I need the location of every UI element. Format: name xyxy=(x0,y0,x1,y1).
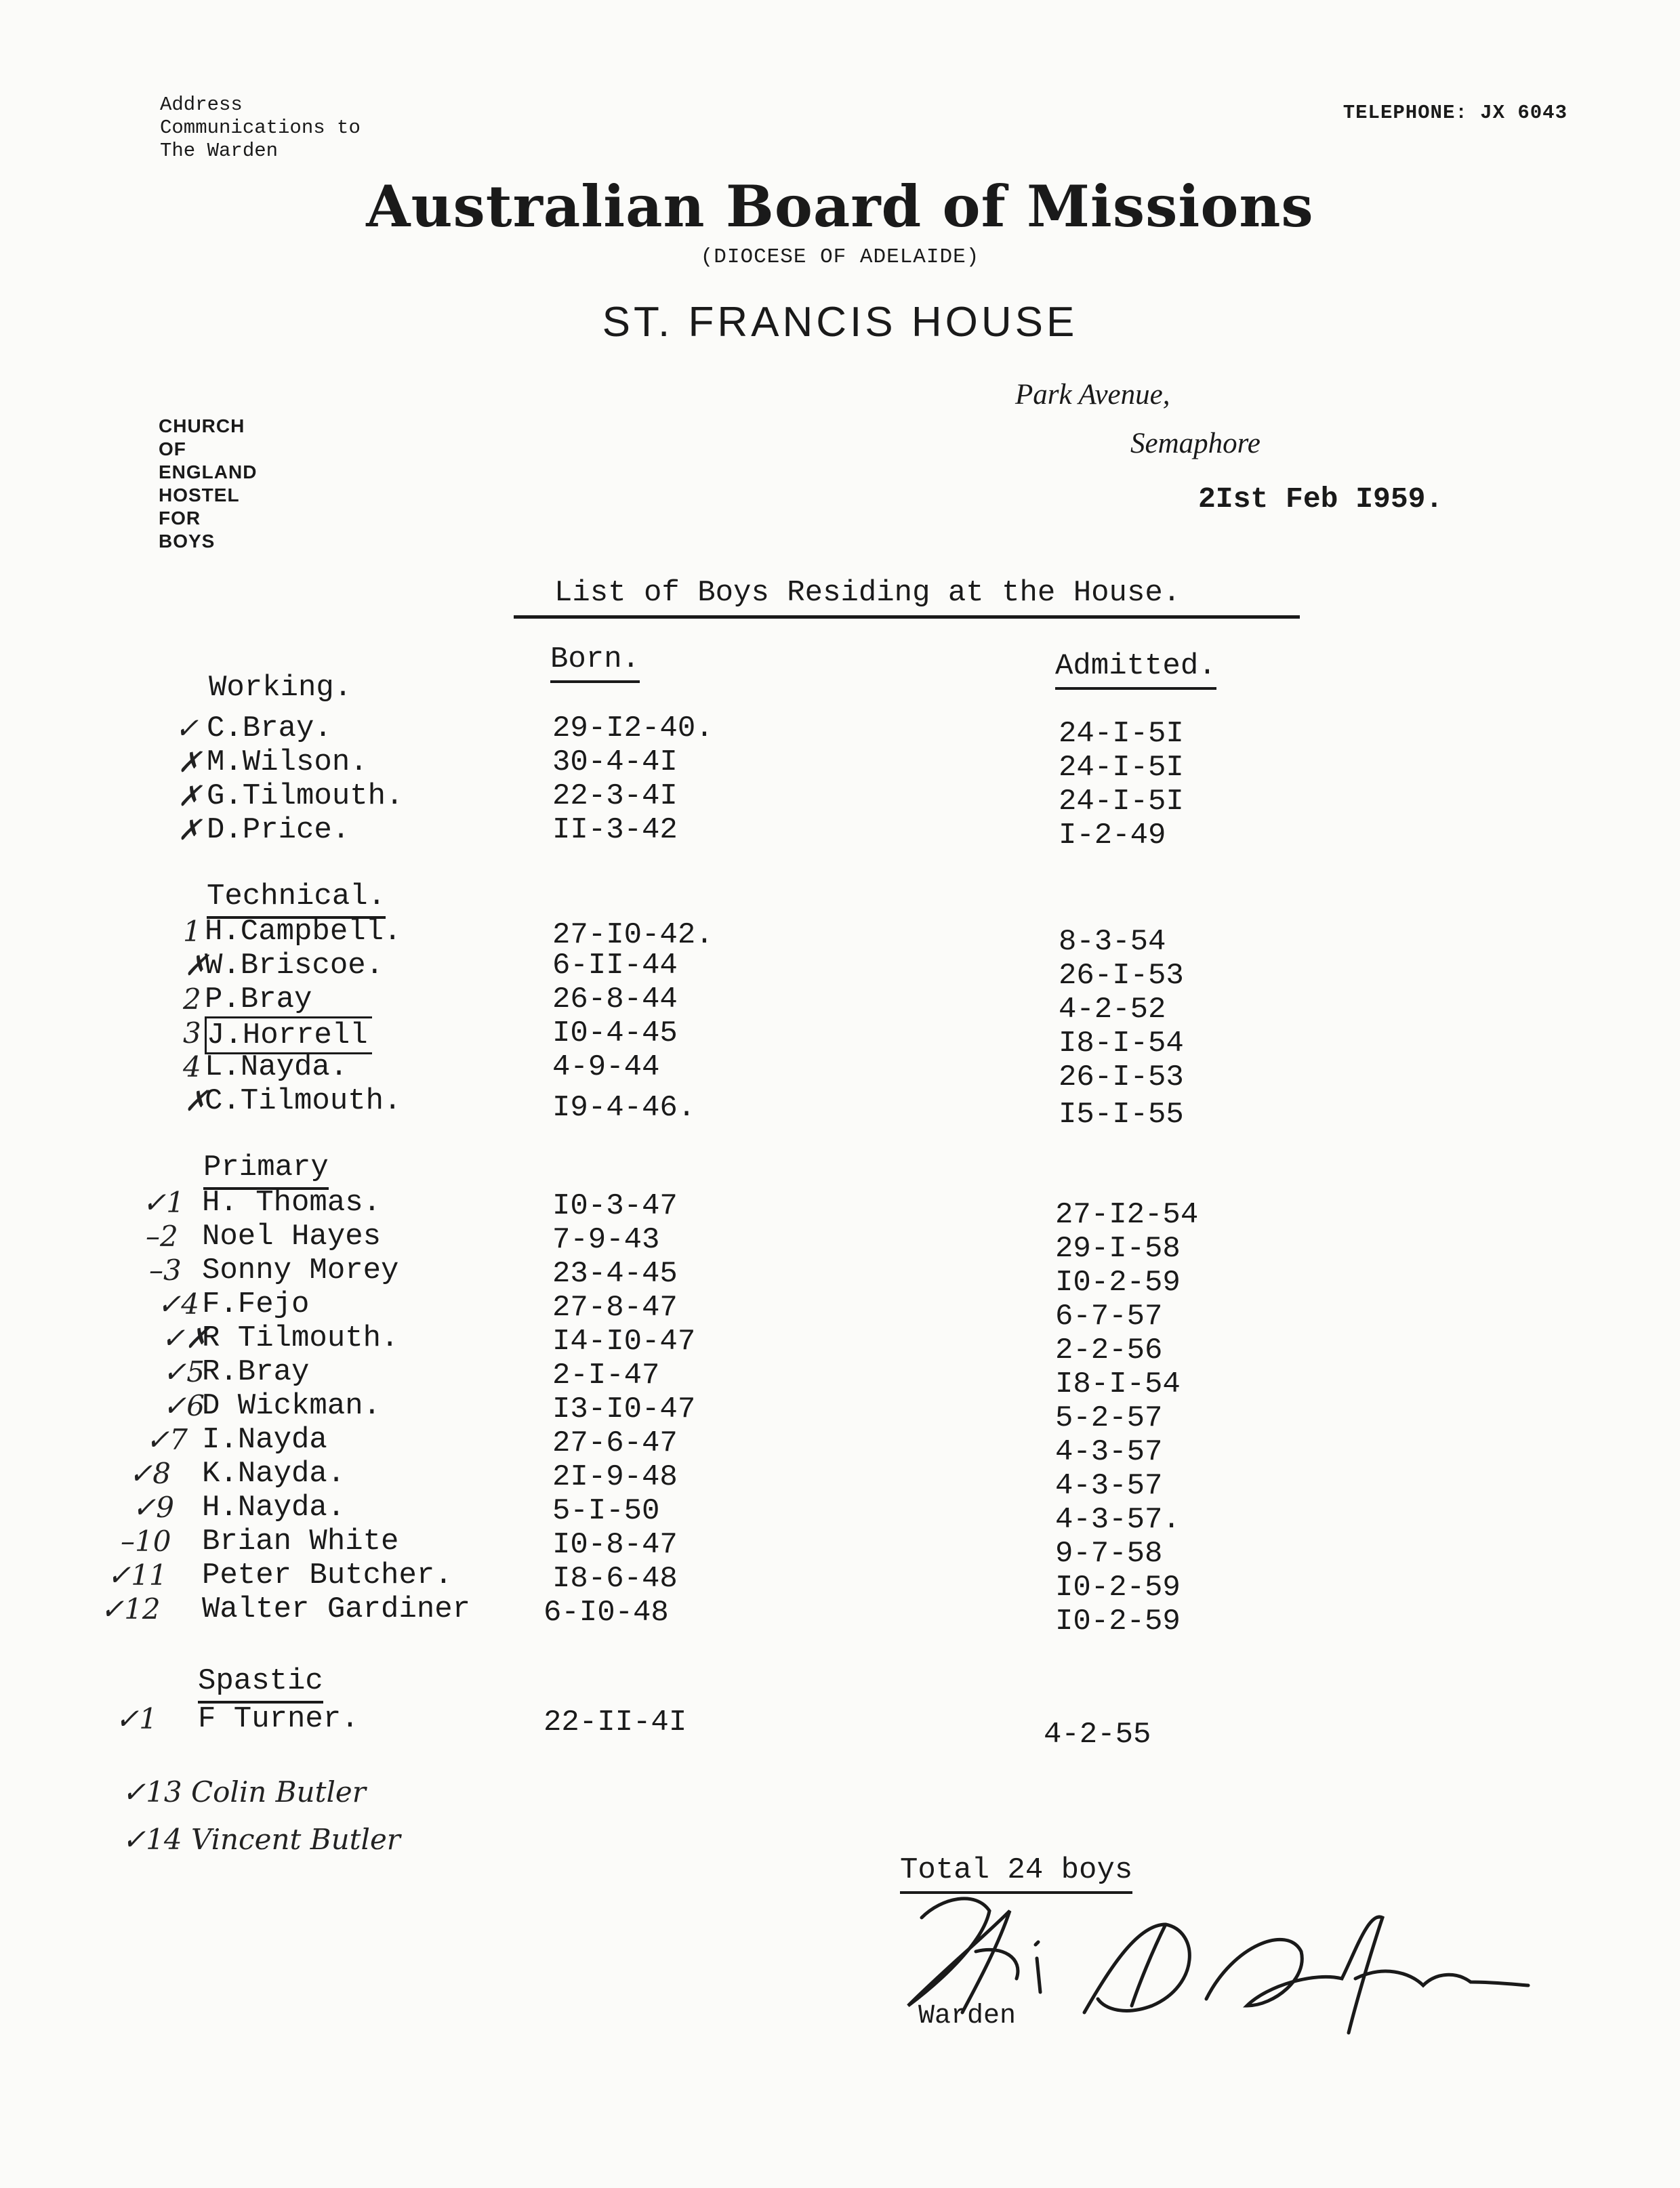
telephone: TELEPHONE: JX 6043 xyxy=(1343,102,1568,124)
admitted-date: 26-I-53 xyxy=(1059,959,1184,993)
tick-mark: ✗ xyxy=(184,1084,209,1117)
tick-mark: 3 xyxy=(183,1016,201,1050)
handwritten-entry: ✓14 Vincent Butler xyxy=(122,1823,401,1856)
born-date: 27-6-47 xyxy=(552,1426,678,1460)
hostel-line: ENGLAND xyxy=(159,461,258,482)
tick-mark: ✓11 xyxy=(107,1559,167,1592)
admitted-date: I0-2-59 xyxy=(1055,1266,1181,1300)
boy-name: Peter Butcher. xyxy=(202,1559,453,1592)
tick-mark: ✗ xyxy=(178,779,202,812)
tick-mark: ✓5 xyxy=(163,1355,205,1388)
boy-name: W.Briscoe. xyxy=(205,949,384,983)
admitted-date: 24-I-5I xyxy=(1059,785,1184,819)
tick-mark: –3 xyxy=(149,1254,182,1287)
section-heading: Primary xyxy=(203,1151,329,1190)
boy-name: M.Wilson. xyxy=(207,745,368,779)
section-heading: Working. xyxy=(209,671,352,705)
tick-mark: ✗ xyxy=(178,745,202,779)
admitted-date: I0-2-59 xyxy=(1055,1571,1181,1605)
admitted-date: 24-I-5I xyxy=(1059,751,1184,785)
address-block xyxy=(160,94,361,163)
admitted-date: 27-I2-54 xyxy=(1055,1198,1199,1232)
boy-name: Walter Gardiner xyxy=(202,1592,471,1626)
address-line: Communications to xyxy=(160,117,361,139)
boy-name: H. Thomas. xyxy=(202,1186,382,1220)
admitted-date: I-2-49 xyxy=(1059,819,1166,852)
boy-name: Noel Hayes xyxy=(202,1220,382,1254)
admitted-date: 4-2-52 xyxy=(1059,993,1166,1027)
born-date: 2I-9-48 xyxy=(552,1460,678,1494)
born-date: I0-4-45 xyxy=(552,1016,678,1050)
admitted-date: I8-I-54 xyxy=(1059,1027,1184,1060)
tick-mark: ✓ xyxy=(175,711,199,745)
born-date: I3-I0-47 xyxy=(552,1392,696,1426)
boy-name: F.Fejo xyxy=(202,1287,310,1321)
born-date: 7-9-43 xyxy=(552,1223,660,1257)
tick-mark: ✓1 xyxy=(142,1186,184,1219)
admitted-date: I5-I-55 xyxy=(1059,1098,1184,1132)
born-date: 6-II-44 xyxy=(552,949,678,983)
born-date: 30-4-4I xyxy=(552,745,678,779)
born-date: I0-8-47 xyxy=(552,1528,678,1562)
born-date: 29-I2-40. xyxy=(552,711,714,745)
admitted-date: 29-I-58 xyxy=(1055,1232,1181,1266)
boy-name: C.Bray. xyxy=(207,711,332,745)
suburb: Semaphore xyxy=(1130,428,1261,459)
boy-name: C.Tilmouth. xyxy=(205,1084,402,1118)
tick-mark: ✓6 xyxy=(163,1389,205,1422)
born-date: 23-4-45 xyxy=(552,1257,678,1291)
born-date: 5-I-50 xyxy=(552,1494,660,1528)
tick-mark: ✓1 xyxy=(115,1702,157,1735)
tick-mark: –10 xyxy=(121,1525,171,1558)
born-date: 4-9-44 xyxy=(552,1050,660,1084)
boy-name: R.Bray xyxy=(202,1355,310,1389)
hostel-line: HOSTEL xyxy=(159,484,240,505)
hostel-line: OF xyxy=(159,438,186,459)
boy-name: P.Bray xyxy=(205,983,312,1016)
hostel-label xyxy=(159,415,257,553)
born-date: II-3-42 xyxy=(552,813,678,847)
address-line: The Warden xyxy=(160,140,279,162)
born-date: 27-8-47 xyxy=(552,1291,678,1325)
tick-mark: –2 xyxy=(146,1220,178,1253)
born-date: 6-I0-48 xyxy=(544,1596,669,1630)
admitted-date: 26-I-53 xyxy=(1059,1060,1184,1094)
boy-name: H.Nayda. xyxy=(202,1491,346,1525)
born-date: I8-6-48 xyxy=(552,1562,678,1596)
list-title: List of Boys Residing at the House. xyxy=(514,576,1300,619)
admitted-date: 5-2-57 xyxy=(1055,1401,1163,1435)
boy-name: K.Nayda. xyxy=(202,1457,346,1491)
tick-mark: 4 xyxy=(183,1050,201,1083)
boy-name: D Wickman. xyxy=(202,1389,382,1423)
boy-name: F Turner. xyxy=(198,1702,359,1736)
tick-mark: ✓4 xyxy=(157,1287,199,1321)
boy-name: I.Nayda xyxy=(202,1423,327,1457)
admitted-column-header: Admitted. xyxy=(1055,649,1216,690)
section-heading: Spastic xyxy=(198,1664,323,1704)
organisation-title: Australian Board of Missions xyxy=(366,173,1314,240)
admitted-date: 4-3-57. xyxy=(1055,1503,1181,1537)
address-line: Address xyxy=(160,94,243,116)
boy-name: Brian White xyxy=(202,1525,399,1559)
born-date: 26-8-44 xyxy=(552,983,678,1016)
letter-date: 2Ist Feb I959. xyxy=(1198,482,1443,516)
born-date: 2-I-47 xyxy=(552,1359,660,1392)
tick-mark: ✓12 xyxy=(100,1592,161,1626)
born-date: 27-I0-42. xyxy=(552,918,714,952)
admitted-date: 4-3-57 xyxy=(1055,1435,1163,1469)
boy-name: G.Tilmouth. xyxy=(207,779,404,813)
admitted-date: I8-I-54 xyxy=(1055,1367,1181,1401)
street-address: Park Avenue, xyxy=(1015,379,1170,411)
warden-label: Warden xyxy=(918,2001,1017,2031)
born-column-header: Born. xyxy=(550,642,640,683)
tick-mark: ✓8 xyxy=(129,1457,171,1490)
born-date: I4-I0-47 xyxy=(552,1325,696,1359)
tick-mark: ✗ xyxy=(178,813,202,846)
tick-mark: ✓7 xyxy=(146,1423,188,1456)
born-date: 22-3-4I xyxy=(552,779,678,813)
admitted-date: 8-3-54 xyxy=(1059,925,1166,959)
tick-mark: 2 xyxy=(183,983,201,1016)
admitted-date: 6-7-57 xyxy=(1055,1300,1163,1334)
section-heading: Technical. xyxy=(207,880,386,919)
boy-name: R Tilmouth. xyxy=(202,1321,399,1355)
house-name: ST. FRANCIS HOUSE xyxy=(602,299,1078,346)
admitted-date: 4-3-57 xyxy=(1055,1469,1163,1503)
admitted-date: 2-2-56 xyxy=(1055,1334,1163,1367)
born-date: 22-II-4I xyxy=(544,1706,687,1739)
admitted-date: I0-2-59 xyxy=(1055,1605,1181,1638)
boy-name: J.Horrell xyxy=(205,1016,372,1054)
admitted-date: 24-I-5I xyxy=(1059,717,1184,751)
handwritten-entry: ✓13 Colin Butler xyxy=(122,1775,366,1809)
diocese: (DIOCESE OF ADELAIDE) xyxy=(700,245,980,269)
tick-mark: ✗ xyxy=(184,949,209,982)
hostel-line: CHURCH xyxy=(159,415,245,436)
born-date: I0-3-47 xyxy=(552,1189,678,1223)
admitted-date: 9-7-58 xyxy=(1055,1537,1163,1571)
tick-mark: ✓✗ xyxy=(161,1321,209,1355)
tick-mark: 1 xyxy=(183,915,201,948)
boy-name: D.Price. xyxy=(207,813,350,847)
boy-name: L.Nayda. xyxy=(205,1050,348,1084)
hostel-line: BOYS xyxy=(159,531,216,552)
tick-mark: ✓9 xyxy=(132,1491,174,1524)
total-boys: Total 24 boys xyxy=(900,1853,1132,1894)
admitted-date: 4-2-55 xyxy=(1044,1718,1151,1752)
boy-name: Sonny Morey xyxy=(202,1254,399,1287)
boy-name: H.Campbell. xyxy=(205,915,402,949)
hostel-line: FOR xyxy=(159,508,201,529)
born-date: I9-4-46. xyxy=(552,1091,696,1125)
